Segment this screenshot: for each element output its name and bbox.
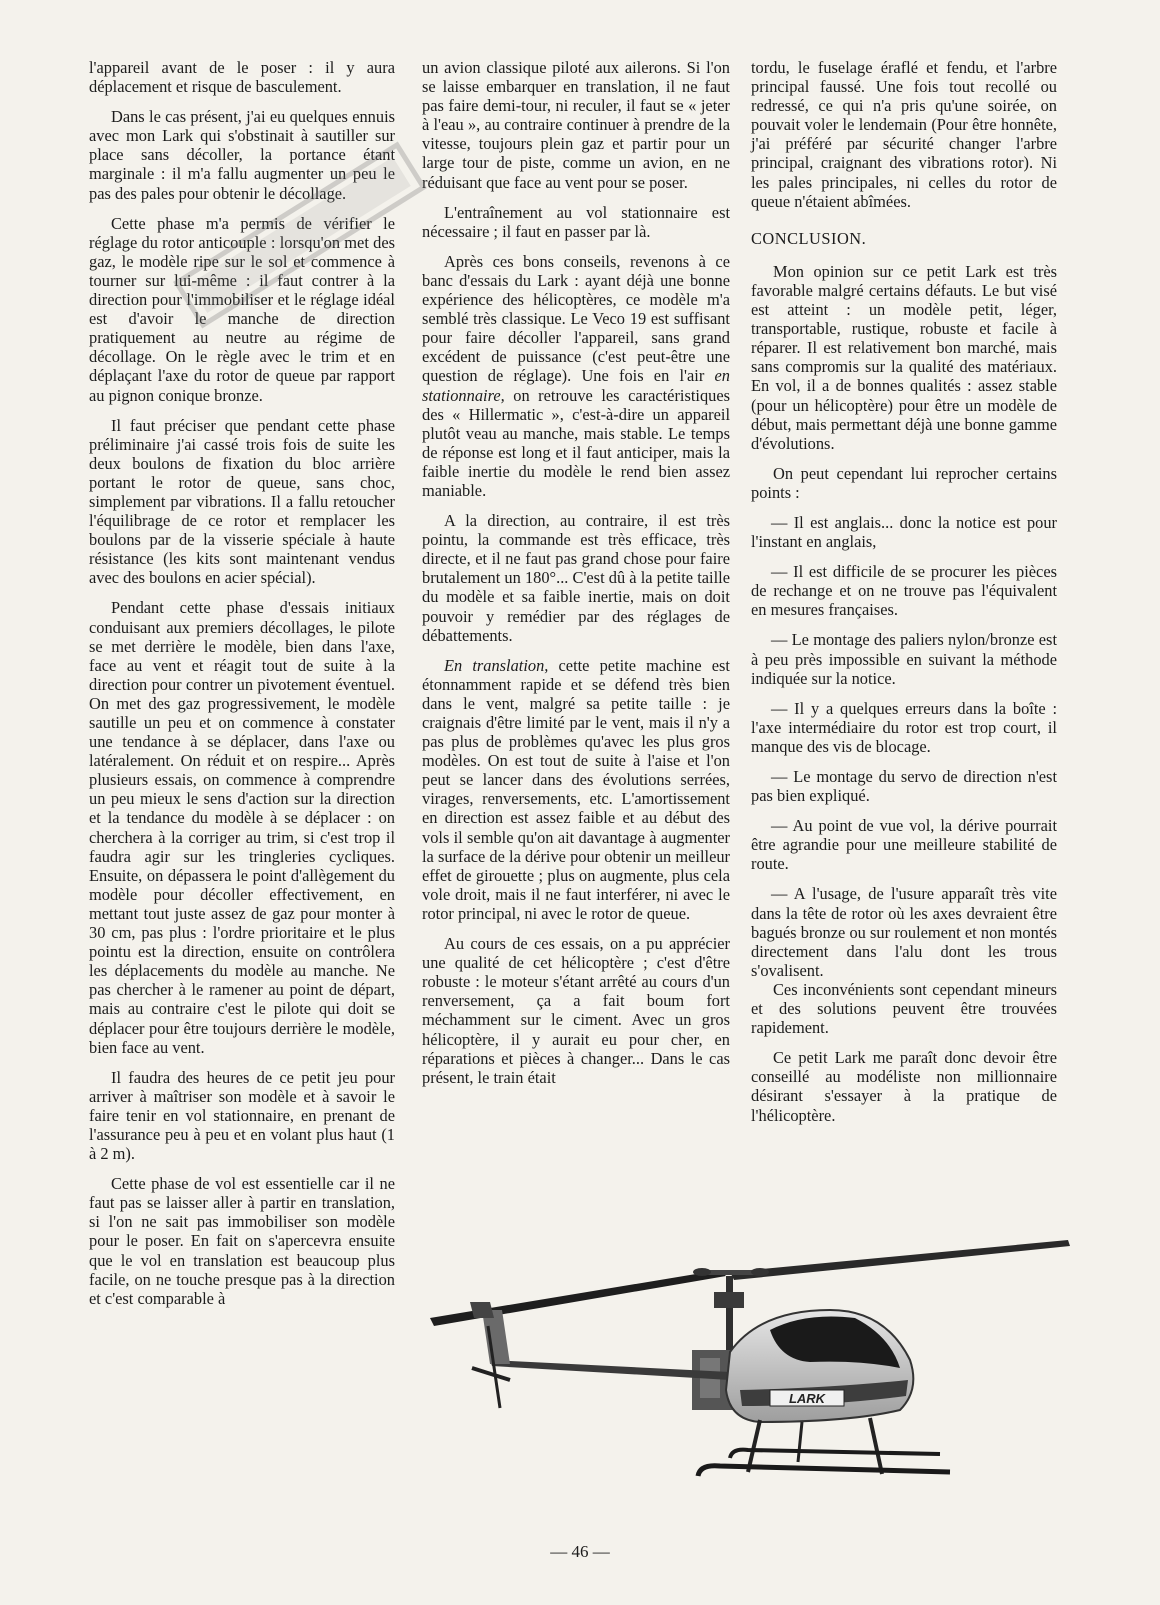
paragraph: Il faut préciser que pendant cette phase préliminaire j'ai cassé trois fois de suite les deux boulons de fixation du bloc arrière portant le rotor de queue, sans choc, simplement par vibrations. Il a fallu retoucher l'équilibrage de ce rotor et remplacer les boulons par de la visserie spéciale à haute résistance (les kits sont maintenant vendus avec des boulons en acier spécial). [89, 415, 395, 588]
text-column-3 [751, 58, 1057, 1125]
list-item: — Au point de vue vol, la dérive pourrait être agrandie pour une meilleure stabilité de route. [751, 816, 1057, 874]
text-column-2 [422, 58, 730, 1087]
fuselage-label: LARK [788, 1391, 826, 1406]
paragraph: Ce petit Lark me paraît donc devoir être conseillé au modéliste non millionnaire désirant s'essayer à la pratique de l'hélicoptère. [751, 1048, 1057, 1125]
list-item: — Il est difficile de se procurer les pièces de rechange et on ne trouve pas l'équivalent en mesures françaises. [751, 562, 1057, 620]
paragraph: Pendant cette phase d'essais initiaux conduisant aux premiers décollages, le pilote se met derrière le modèle, bien dans l'axe, face au vent et réagit tout de suite à la direction pour contrer un pivotement éventuel. On met des gaz progressivement, le modèle sautille un peu et on commence à constater une tendance à se déplacer, dans l'axe ou latéralement. On réduit et on respire... Après plusieurs essais, on commence à comprendre un peu mieux le sens d'action sur la direction et la tendance du modèle à se déplacer : on cherchera à la corriger au trim, si c'est trop il faudra agir sur les tringleries cycliques. Ensuite, on dépassera le point d'allègement du modèle pour décoller effectivement, en mettant tout juste assez de gaz pour monter à 30 cm, pas plus : l'ordre prioritaire et le plus pointu est la direction, ensuite on contrôlera les déplacements du modèle au manche. Ne pas chercher à le ramener au point de départ, mais au contraire c'est le pilote qui doit se déplacer pour être toujours derrière le modèle, bien face au vent. [89, 598, 395, 1057]
list-item: — Il y a quelques erreurs dans la boîte : l'axe intermédiaire du rotor est trop court, il manque des vis de blocage. [751, 698, 1057, 756]
paragraph: Il faudra des heures de ce petit jeu pour arriver à maîtriser son modèle et à savoir le faire tenir en vol stationnaire, en prenant de l'assurance peu à peu et en volant plus haut (1 à 2 m). [89, 1067, 395, 1164]
paragraph: Au cours de ces essais, on a pu apprécier une qualité de cet hélicoptère ; c'est d'être robuste : le moteur s'étant arrêté au cours d'un renversement, ça a fait boum fort méchamment sur le ciment. Avec un gros hélicoptère, il y aurait eu pour cher, en réparations et pièces à changer... Dans le cas présent, le train était [422, 934, 730, 1087]
paragraph: Mon opinion sur ce petit Lark est très favorable malgré certains défauts. Le but visé est atteint : un modèle petit, léger, transportable, rustique, robuste et facile à réparer. Il est relativement bon marché, mais sans compromis sur la qualité des matériaux. En vol, il a de bonnes qualités : assez stable (pour un hélicoptère) pour être un modèle de début, mais permettant déjà une bonne gamme d'évolutions. [751, 261, 1057, 453]
paragraph: Ces inconvénients sont cependant mineurs et des solutions peuvent être trouvées rapidement. [751, 979, 1057, 1038]
paragraph: Après ces bons conseils, revenons à ce banc d'essais du Lark : ayant déjà une bonne expérience des hélicoptères, ce modèle m'a semblé très classique. Le Veco 19 est suffisant pour faire décoller l'appareil, sans grand excédent de puissance (c'est peut-être une question de réglage). Une fois en l'air en stationnaire, on retrouve les caractéristiques des « Hillermatic », c'est-à-dire un appareil plutôt veau au manche, mais stable. Le temps de réponse est long et il faut anticiper, mais la faible inertie du modèle le rend bien assez maniable. [422, 251, 730, 500]
paragraph: tordu, le fuselage éraflé et fendu, et l'arbre principal faussé. Une fois tout recollé ou redressé, ce qui n'a pris qu'une soirée, on pouvait voler le lendemain (Pour être honnête, j'ai préféré par sécurité changer l'arbre principal, craignant des vibrations rotor). Ni les pales principales, ni celles du rotor de queue n'étaient abîmées. [751, 58, 1057, 211]
list-item: — Le montage du servo de direction n'est pas bien expliqué. [751, 767, 1057, 806]
paragraph: Dans le cas présent, j'ai eu quelques ennuis avec mon Lark qui s'obstinait à sautiller sur place sans décoller, la portance étant marginale : il m'a fallu augmenter un peu le pas des pales pour obtenir le décollage. [89, 107, 395, 203]
paragraph: On peut cependant lui reprocher certains points : [751, 463, 1057, 502]
main-rotor-blades [430, 1240, 1070, 1326]
list-item: — A l'usage, de l'usure apparaît très vite dans la tête de rotor où les axes devraient être bagués bronze ou sur roulement et non montés directement dans l'alu dont les trous s'ovalisent. [751, 884, 1057, 980]
criticism-list [751, 513, 1057, 980]
paragraph: L'entraînement au vol stationnaire est nécessaire ; il faut en passer par là. [422, 202, 730, 241]
paragraph: En translation, cette petite machine est étonnamment rapide et se défend très bien dans le vent, malgré sa petite taille : je craignais d'être limité par le vent, mais il n'y a pas plus de problèmes qu'avec les plus gros modèles. On est tout de suite à l'aise et l'on peut se lancer dans des évolutions serrées, virages, renversements, etc. L'amortissement en direction est assez faible et au début des vols il semble qu'on ait davantage à augmenter la surface de la dérive pour obtenir un meilleur effet de girouette ; plus on augmente, plus cela vole droit, mais il ne faut interférer, ni avec le rotor principal, ni avec le rotor de queue. [422, 655, 730, 923]
text-column-1 [89, 58, 395, 1308]
paragraph: Cette phase de vol est essentielle car il ne faut pas se laisser aller à partir en translation, si l'on ne sait pas immobiliser son modèle pour le poser. En fait on s'apercevra ensuite que le vol en translation est beaucoup plus facile, on ne touche presque pas à la direction et c'est comparable à [89, 1174, 395, 1308]
helicopter-photo [430, 1240, 1070, 1510]
page-number: — 46 — [550, 1542, 610, 1561]
paragraph: A la direction, au contraire, il est très pointu, la commande est très efficace, très directe, et il ne faut pas grand chose pour faire brutalement un 180°... C'est dû à la petite taille du modèle et sa faible inertie, mais on doit pouvoir y remédier par des réglages de débattements. [422, 511, 730, 645]
list-item: — Il est anglais... donc la notice est pour l'instant en anglais, [751, 512, 1057, 552]
paragraph: Cette phase m'a permis de vérifier le réglage du rotor anticouple : lorsqu'on met des gaz, le modèle ripe sur le sol et commence à tourner sur lui-même : il faut contrer à la direction pour l'immobiliser et le réglage idéal est d'avoir le manche de direction pratiquement au neutre au régime de décollage. On le règle avec le trim et en déplaçant l'axe du rotor de queue par rapport au pignon conique bronze. [89, 213, 395, 405]
paragraph: l'appareil avant de le poser : il y aura déplacement et risque de basculement. [89, 58, 395, 97]
paragraph: un avion classique piloté aux ailerons. Si l'on se laisse embarquer en translation, il ne faut pas faire demi-tour, ni reculer, il faut se « jeter à l'eau », au contraire continuer à prendre de la vitesse, toujours plein gaz et partir pour un large tour de piste, comme un avion, en ne réduisant que face au vent pour se poser. [422, 58, 730, 192]
list-item: — Le montage des paliers nylon/bronze est à peu près impossible en suivant la méthode indiquée sur la notice. [751, 630, 1057, 688]
section-heading: CONCLUSION. [751, 228, 867, 248]
